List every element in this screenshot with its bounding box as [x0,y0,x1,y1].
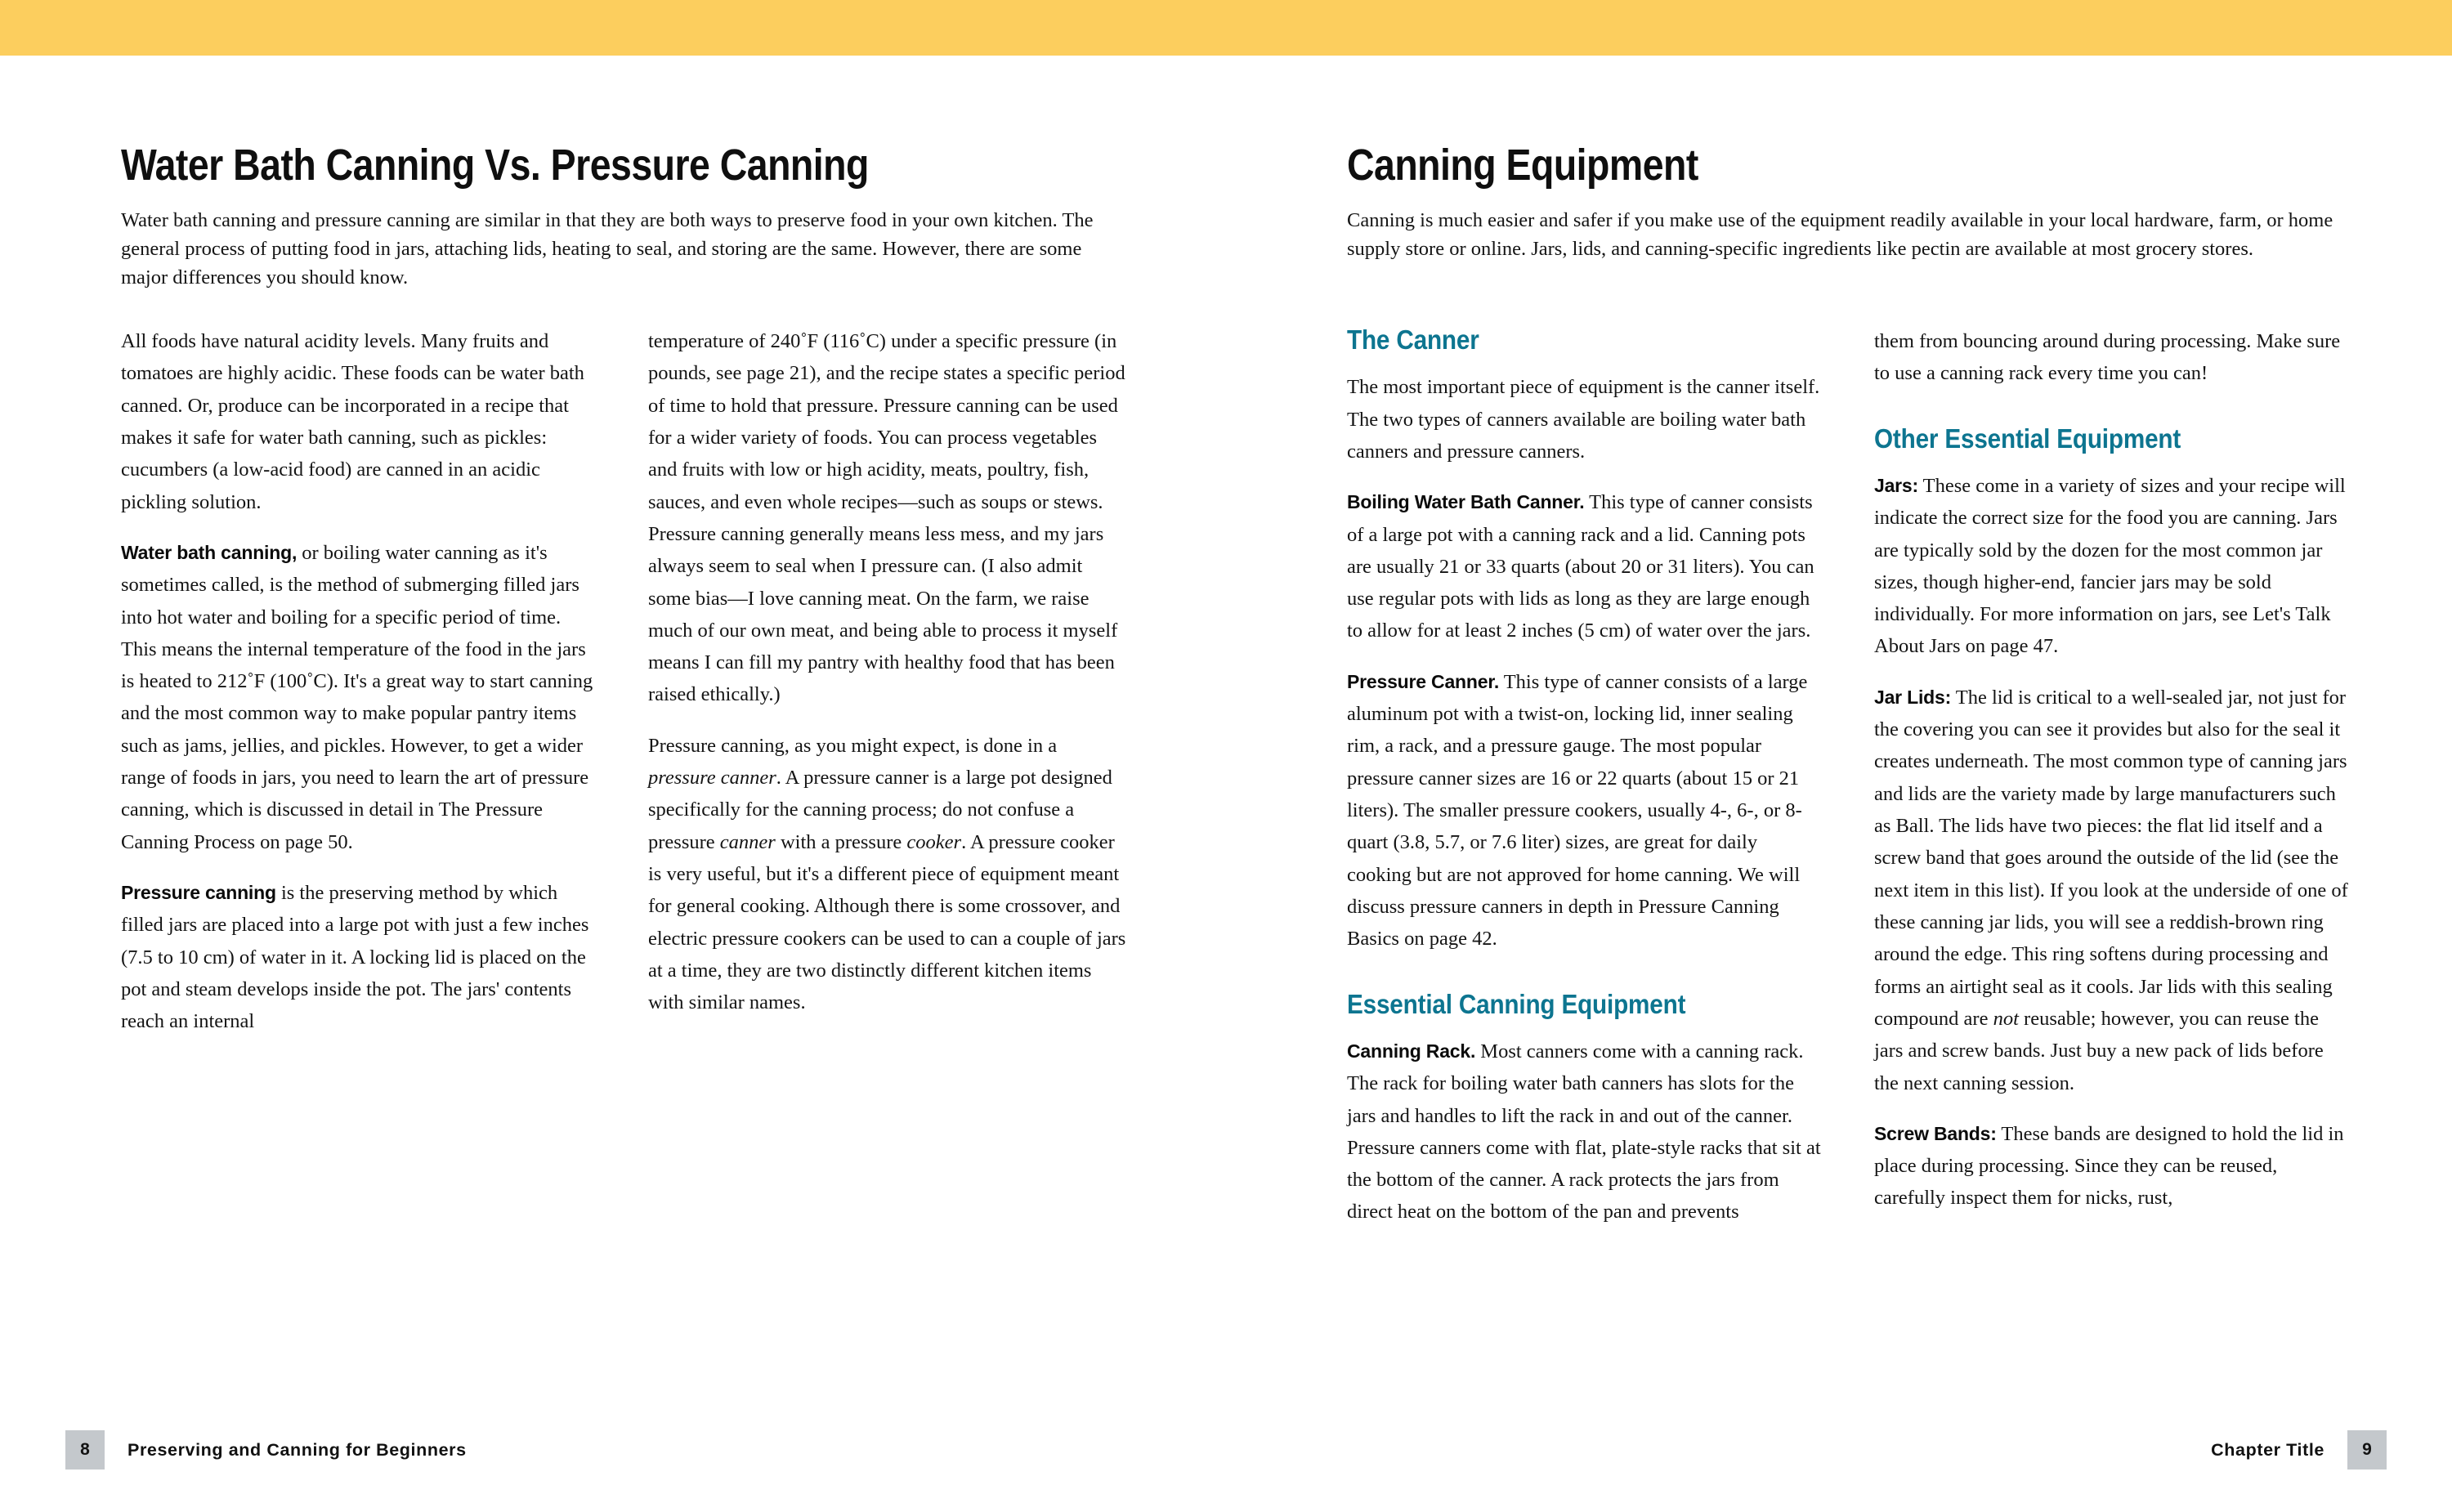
paragraph-text: Pressure canning, as you might expect, is done in a [648,734,1058,757]
chapter-title-footer: Chapter Title [2211,1439,2324,1460]
paragraph [1874,682,2348,1099]
paragraph-text: . A pressure canner is a large pot designed specifically for the canning process; do not confuse a pressure [648,767,1112,853]
paragraph: All foods have natural acidity levels. Many fruits and tomatoes are highly acidic. These foods can be water bath canned. Or, produce can be incorporated in a recipe that makes it safe for water bath canning, such as pickles: cucumbers (a low-acid food) are canned in an acidic pickling solution. [121,330,584,513]
paragraph [1347,666,1821,955]
runin-label: Screw Bands: [1874,1122,1997,1144]
left-column-2 [648,325,1126,1038]
paragraph: temperature of 240˚F (116˚C) under a specific pressure (in pounds, see page 21), and the recipe states a specific period of time to hold that pressure. Pressure canning can be used for a wider variety of foods. You can process vegetables and fruits with low or high acidity, meats, poultry, fish, sauces, and even whole recipes—such as soups or stews. Pressure canning generally means less mess, and my jars always seem to seal when I pressure can. (I also admit some bias—I love canning meat. On the farm, we raise much of our own meat, and being able to process it myself means I can fill my pantry with healthy food that has been raised ethically.) [648,330,1125,706]
runin-label: Pressure Canner. [1347,670,1500,692]
top-color-band [0,0,2452,56]
runin-label: Canning Rack. [1347,1040,1476,1062]
section-heading-the-canner: The Canner [1347,324,1479,355]
right-page [1226,56,2452,1512]
paragraph [1347,1036,1821,1228]
paragraph-text: with a pressure [775,830,907,853]
emphasis-text: pressure canner [648,767,776,790]
left-footer-group [65,1430,467,1470]
right-footer-group [2211,1430,2387,1470]
left-page-title: Water Bath Canning Vs. Pressure Canning [121,141,869,190]
right-page-columns [1347,325,2373,1228]
paragraph: them from bouncing around during processing. Make sure to use a canning rack every time you can! [1874,330,2341,385]
paragraph [1874,470,2348,663]
emphasis-text: not [1993,1007,2019,1030]
right-page-lead-paragraph: Canning is much easier and safer if you make use of the equipment readily available in your local hardware, farm, or home supply store or online. Jars, lids, and canning-specific ingredients like pectin are available at most grocery stores. [1347,209,2333,260]
paragraph-text: or boiling water canning as it's sometimes called, is the method of submerging filled jars into hot water and boiling for a specific period of time. This means the internal temperature of the food in the jars is heated to 212˚F (100˚C). It's a great way to start canning and the most common way to make popular pantry items such as jams, jellies, and pickles. However, to get a wider range of foods in jars, you need to learn the art of pressure canning, which is discussed in detail in The Pressure Canning Process on page 50. [121,541,593,853]
section-heading-essential-canning-equipment: Essential Canning Equipment [1347,988,1686,1019]
paragraph [121,877,599,1038]
paragraph-text: Most canners come with a canning rack. The rack for boiling water bath canners has slots for the jars and handles to lift the rack in and out of the canner. Pressure canners come with flat, plate-style racks that sit at the bottom of the canner. A rack protects the jars from direct heat on the bottom of the pan and prevents [1347,1040,1821,1223]
paragraph-text: This type of canner consists of a large aluminum pot with a twist-on, locking lid, inner sealing rim, a rack, and a pressure gauge. The most popular pressure canner sizes are 16 or 22 quarts (about 15 or 21 liters). The smaller pressure cookers, usually 4-, 6-, or 8-quart (3.8, 5.7, or 7.6 liter) sizes, are great for daily cooking but are not approved for home canning. We will discuss pressure canners in depth in Pressure Canning Basics on page 42. [1347,670,1808,951]
left-page [0,56,1226,1512]
paragraph-text: is the preserving method by which filled jars are placed into a large pot with just a few inches (7.5 to 10 cm) of water in it. A locking lid is placed on the pot and steam develops inside the pot. The jars' contents reach an internal [121,882,589,1033]
left-page-lead-paragraph: Water bath canning and pressure canning are similar in that they are both ways to preserve food in your own kitchen. The general process of putting food in jars, attaching lids, heating to seal, and storing are the same. However, there are some major differences you should know. [121,209,1094,289]
page-number-badge: 8 [65,1430,105,1470]
emphasis-text: cooker [906,830,962,853]
paragraph-text: . A pressure cooker is very useful, but it's a different piece of equipment meant for general cooking. Although there is some crossover, and electric pressure cookers can be used to can a couple of jars at a time, they are two distinctly different kitchen items with similar names. [648,830,1126,1014]
left-page-columns [121,325,1143,1038]
runin-label: Boiling Water Bath Canner. [1347,491,1585,513]
paragraph [1874,1118,2348,1215]
paragraph-text: These come in a variety of sizes and your recipe will indicate the correct size for the food you are canning. Jars are typically sold by the dozen for the most common jar sizes, though higher-end, fancier jars may be sold individually. For more information on jars, see Let's Talk About Jars on page 47. [1874,474,2346,658]
paragraph [121,537,599,858]
emphasis-text: canner [719,830,776,853]
right-column-2 [1874,325,2348,1228]
runin-label: Water bath canning, [121,541,298,563]
paragraph [1347,486,1821,647]
paragraph: The most important piece of equipment is the canner itself. The two types of canners available are boiling water bath canners and pressure canners. [1347,376,1820,463]
paragraph [648,730,1126,1019]
paragraph-text: reusable; however, you can reuse the jars and screw bands. Just buy a new pack of lids before the next canning session. [1874,1007,2324,1094]
section-heading-other-essential-equipment: Other Essential Equipment [1874,423,2181,454]
paragraph-text: This type of canner consists of a large pot with a canning rack and a lid. Canning pots are usually 21 or 33 quarts (about 20 or 31 liters). You can use regular pots with lids as long as they are large enough to allow for at least 2 inches (5 cm) of water over the jars. [1347,491,1814,642]
paragraph-text: The lid is critical to a well-sealed jar, not just for the covering you can see it provides but also for the seal it creates underneath. The most common type of canning jars and lids are the variety made by large manufacturers such as Ball. The lids have two pieces: the flat lid itself and a screw band that goes around the outside of the lid (see the next item in this list). If you look at the underside of one of these canning jar lids, you will see a reddish-brown ring around the edge. This ring softens during processing and forms an airtight seal as it cools. Jar lids with this sealing compound are [1874,686,2348,1030]
paragraph-text: These bands are designed to hold the lid in place during processing. Since they can be reused, carefully inspect them for nicks, rust, [1874,1122,2344,1210]
right-page-footer [1226,1414,2452,1512]
left-column-1 [121,325,599,1038]
right-page-title: Canning Equipment [1347,141,1698,190]
runin-label: Jar Lids: [1874,686,1952,708]
left-page-footer [0,1414,1226,1512]
runin-label: Pressure canning [121,882,276,903]
book-title-footer: Preserving and Canning for Beginners [128,1439,467,1460]
page-number-badge: 9 [2347,1430,2387,1470]
runin-label: Jars: [1874,474,1918,496]
right-column-1 [1347,325,1821,1228]
